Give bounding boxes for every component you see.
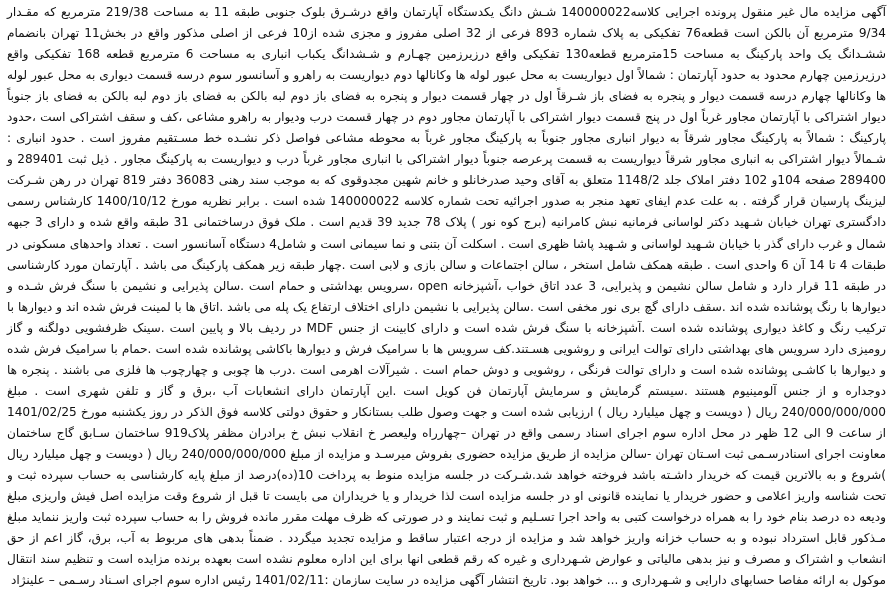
notice-text: آگهی مزایده مال غیر منقول پرونده اجرایی کلاسه140000022 شـش دانگ یکدستگاه آپارتمان واقع درشـرق بلوک جنوبی طبقه 11 به مساحت 219/38 مترمربع که مقـدار 9/34 مترمربع آن بالکن است قطعه76 تفکیکی به پلاک شماره 893 فرعی از 32 اصلی مفروز و مجزی شده از10 فرعی از اصلی مذکور واقع در بخش11 تهران بانضمام ششـدانگ یک واحد پارکینگ به مساحت 15مترمربع قطعه130 تفکیکی واقع درزیرزمین چهـارم و شـشدانگ یکباب انباری به مساحت 6 مترمربع قطعه 168 تفکیکی واقع درزیرزمین چهارم محدود به حدود آپارتمان : شمالاً اول دیواریست به محل عبور لوله ها وکانالها دوم دیواریست به راهرو و آسانسور سوم درسه قسمت دیواری به محل عبور لوله ها وکانالها چهارم درسه قسمت دیوار و پنجره به فضای باز شـرقاً اول در چهار قسمت دیوار و پنجره به فضای باز دوم لبه بالکن به فضای باز دوم لبه بالکن به فضای باز جنوباً دیوار اشتراکی با آپارتمان مجاور غرباً اول در پنج قسمت دیوار اشتراکی با آپارتمان مجاور دوم در چهار قسمت درب ودیوار به راهرو مشاعی ،کف و سقف اشتراکی است ،حدود پارکینگ : شمالاً به پارکینگ مجاور شرقاً به دیوار انباری مجاور جنوباً به پارکینگ مجاور غرباً به محوطه مشاعی فواصل ذکر نشـده خط مسـتقیم مفروز است . حدود انباری : شـمالاً دیوار اشتراکی به انباری مجاور شرقاً دیواریست به قسمت پرعرصه جنوباً دیوار اشتراکی با انباری مجاور غرباً درب و دیواریست به پارکینگ مجاور . ذیل ثبت 289401 و 289400 صفحه 104و 102 دفتر املاک جلد 1148/2 متعلق به آقای وحید صدرخانلو و خانم شهین مجدوقوی که به موجب سند رهنی 36083 دفتر 819 تهران در رهن شـرکت لیزینگ پارسیان قرار گرفته . به علت عدم ایفای تعهد منجر به صدور اجرائیه تحت شماره کلاسه 140000022 شده است . برابر نظریه مورخ 1400/10/12 کارشناس رسمی دادگستری تهران خیابان شـهید دکتر لواسانی فرمانیه نبش کامرانیه (برج کوه نور ) پلاک 78 جدید 39 قدیم است . ملک فوق درساختمانی 31 طبقه واقع شده و دارای 3 جبهه شمال و غرب دارای گذر با خیابان شـهید لواسانی و شـهید پاشا ظهری است . اسکلت آن بتنی و نما سیمانی است و شامل4 دستگاه آسانسور است . تعداد واحدهای مسکونی در طبقات 4 تا 14 آن 6 واحدی است . طبقه همکف شامل استخر ، سالن اجتماعات و سالن بازی و لابی است .چهار طبقه زیر همکف پارکینگ می باشد . آپارتمان مورد کارشناسی در طبقه 11 قرار دارد و شامل سالن نشیمن و پذیرایی، 3 عدد اتاق خواب ،آشپزخانه open ،سرویس بهداشتی و حمام است .سالن پذیرایی و نشیمن با سنگ فرش شـده و دیوارها با رنگ پوشانده شده اند .سقف دارای گچ بری نور مخفی است .سالن پذیرایی با نشیمن دارای اختلاف ارتفاع یک پله می باشد .اتاق ها با لمینت فرش شده اند و دیوارها با ترکیب رنگ و کاغذ دیواری پوشانده شده است .آشپزخانه با سنگ فرش شده است و دارای کابینت از جنس MDF در ردیف بالا و پایین است .سینک ظرفشویی دولگنه و گاز رومیزی دارد سرویس های بهداشتی دارای توالت ایرانی و روشویی هسـتند.کف سرویس ها با سرامیک فرش و دیوارها باکاشی پوشانده شده است .حمام با سرامیک فرش شده و دیوارها با کاشـی پوشانده شده است و دارای توالت فرنگی ، روشویی و دوش حمام است . شیرآلات اهرمی است .درب ها چوبی و چهارچوب ها فلزی می باشند . پنجره ها دوجداره و از جنس آلومینیوم هستند .سیستم گرمایش و سرمایش آپارتمان فن کویل است .این آپارتمان دارای انشعابات آب ،برق و گاز و تلفن شهری است . مبلغ 240/000/000/000 ریال ( دویست و چهل میلیارد ریال ) ارزیابی شده است و جهت وصول طلب بستانکار و حقوق دولتی کلاسه فوق الذکر در روز یکشنبه مورخ 1401/02/25 از ساعت 9 الی 12 ظهر در محل اداره سوم اجرای اسناد رسمی واقع در تهران –چهارراه ولیعصر خ انقلاب نبش خ برادران مظفر پلاک919 ساختمان سـابق گاج ساختمان معاونت اجرای اسنادرسـمی ثبت اسـتان تهران -سالن مزایده از طریق مزایده حضوری بفروش میرسـد و مزایده از مبلغ 240/000/000/000 ریال ( دویست و چهل میلیارد ریال )شروع و به بالاترین قیمت که خریدار داشـته باشد فروخته خواهد شد.شـرکت در جلسه مزایده منوط به پرداخت 10(ده)درصد از مبلغ پایه کارشناسی به حساب سپرده ثبت و تحت شناسه واریز اعلامی و حضور خریدار یا نماینده قانونی او در جلسه مزایده است لذا خریدار و یا خریداران می بایست تا قبل از شروع وقت مزایده اصل فیش واریزی مبلغ ودیعه ده درصد بنام خود را به همراه درخواست کتبی به واحد اجرا تسـلیم و ثبت نمایند و در صورتی که ظرف مهلت مقرر مانده فروش را به حساب سپرده ثبت واریز ننماید مبلغ مـذکور قابل استرداد نبوده و به حساب خزانه واریز خواهد شد و مزایده از درجه اعتبار ساقط و مزایده تجدید میگردد . ضمناً بدهی های مربوط به آب، برق، گاز اعم از حق انشعاب و اشتراک و مصرف و نیز بدهی مالیاتی و عوارض شـهرداری و غیره که رقم قطعی انها برای این اداره معلوم نشده است بعهده برنده مزایده است و تنظیم سند انتقال موکول به ارائه مفاصا حسابهای دارایی و شـهرداری و ... خواهد بود. تاریخ انتشار آگهی مزایده در سایت سازمان :1401/02/11 رئیس اداره سوم اجرای اسـناد رسـمی – علینژاد xyxy=(7,5,887,588)
